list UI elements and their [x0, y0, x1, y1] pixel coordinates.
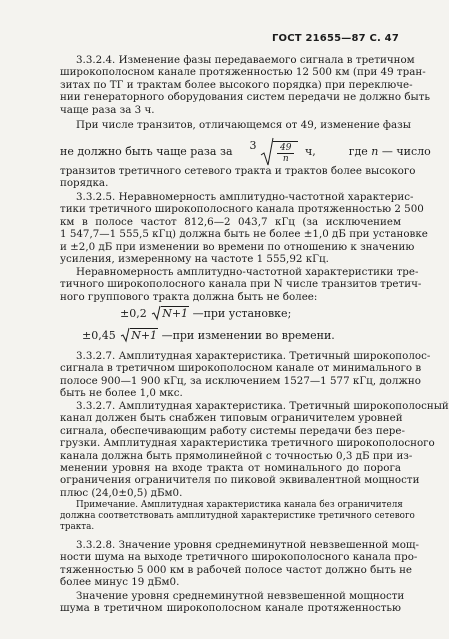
formula-tolerance: ±0,2	[120, 307, 147, 320]
text-line: более минус 19 дБм0.	[60, 576, 180, 589]
paragraph-frequency-response	[60, 266, 422, 303]
fraction-denominator: n	[282, 153, 289, 164]
text-line: ного группового тракта должна быть не более:	[60, 290, 318, 303]
radical	[250, 137, 299, 167]
page-header: ГОСТ 21655—87 С. 47	[271, 33, 399, 44]
paragraph-noise-level	[60, 590, 405, 615]
note-block	[60, 500, 415, 534]
formula-condition: —при установке;	[192, 307, 292, 320]
formula-condition: —при изменении во времени.	[161, 329, 335, 342]
text-line: канал должен быть снабжен типовым ограничителем уровней	[60, 412, 403, 425]
text-line: и ±2,0 дБ при изменении во времени по отношению к значению	[60, 240, 415, 253]
text-line: широкополосном канале протяженностью 12 500 км (при 49 тран-	[60, 66, 426, 79]
text-line: полосе 900—1 900 кГц, за исключением 1527—1 577 кГц, должно	[60, 374, 421, 387]
text-line: Неравномерность амплитудно-частотной характеристики тре-	[76, 266, 419, 278]
formula-where: где	[348, 145, 368, 158]
paragraph-transit-count	[60, 119, 411, 131]
text-line: 3.3.2.7. Амплитудная характеристика. Третичный широкополос-	[76, 350, 431, 362]
text-line: транзитов третичного сетевого тракта и трактов более высокого	[60, 165, 416, 177]
radicand: N+1	[131, 329, 158, 342]
text-line: усиления, измеренному на частоте 1 555,92 кГц.	[60, 253, 329, 266]
phase-formula	[60, 137, 431, 167]
text-line: 1 547,7—1 555,5 кГц) должна быть не более ±1,0 дБ при установке	[60, 228, 428, 241]
radical-sign-icon	[260, 137, 274, 167]
text-line: грузки. Амплитудная характеристика третичного широкополосного	[60, 437, 435, 450]
paragraph-transit-definition	[60, 165, 416, 190]
note-line: тракта.	[60, 522, 95, 533]
text-line: тики третичного широкополосного канала протяженностью 2 500	[60, 203, 424, 216]
text-line: зитах по ТГ и трактам более высокого порядка) при переключе-	[60, 78, 413, 91]
fraction-numerator: 49	[277, 143, 294, 154]
text-line: нии генераторного оборудования систем передачи не должно быть	[60, 91, 431, 104]
formula-over-time	[82, 328, 335, 342]
formula-prefix: не должно быть чаще раза за	[60, 145, 233, 158]
text-line: 3.3.2.4. Изменение фазы передаваемого сигнала в третичном	[76, 54, 415, 66]
note-line: Примечание. Амплитудная характеристика канала без ограничителя	[76, 500, 403, 510]
text-line: сигнала, обеспечивающим работу системы передачи без пере-	[60, 424, 405, 437]
formula-tolerance: ±0,45	[82, 329, 116, 342]
text-line: канала должна быть прямолинейной с точностью 0,3 дБ при из-	[60, 449, 413, 462]
text-line: ности шума на выходе третичного широкополосного канала про-	[60, 551, 418, 564]
text-line: Значение уровня среднеминутной невзвешенной мощности	[76, 590, 405, 602]
text-line: км в полосе частот 812,6—2 043,7 кГц (за исключением	[60, 215, 401, 228]
text-line: сигнала в третичном широкополосном канале от минимального в	[60, 362, 422, 375]
paragraph-3-3-2-7	[60, 400, 449, 499]
text-line: При числе транзитов, отличающемся от 49, изменение фазы	[76, 119, 411, 131]
formula-unit: ч,	[304, 145, 316, 158]
paragraph-3-3-2-5	[60, 191, 428, 266]
fraction	[273, 141, 298, 164]
text-line: менении уровня на входе тракта от номинального до порога	[60, 462, 401, 475]
paragraph-3-3-2-4	[60, 54, 431, 116]
text-line: 3.3.2.8. Значение уровня среднеминутной невзвешенной мощ-	[76, 539, 419, 551]
paragraph-3-3-2-8	[60, 539, 419, 589]
text-line: быть не более 1,0 мкс.	[60, 387, 183, 400]
text-line: 3.3.2.5. Неравномерность амплитудно-частотной характерис-	[76, 191, 414, 203]
text-line: 3.3.2.7. Амплитудная характеристика. Третичный широкополосный	[76, 400, 449, 412]
radical-sign-icon	[152, 306, 161, 320]
radical-sign-icon	[121, 328, 130, 342]
formula-definition: — число	[381, 145, 431, 158]
paragraph-3-3-2-7-overprint	[60, 350, 431, 400]
note-line: должна соответствовать амплитудной характеристике третичного сетевого	[60, 511, 415, 522]
text-line: ограничения ограничителя по пиковой эквивалентной мощности	[60, 474, 420, 487]
text-line: чаще раза за 3 ч.	[60, 103, 155, 116]
root-index: 3	[249, 139, 257, 152]
text-line: плюс (24,0±0,5) дБм0.	[60, 486, 183, 499]
text-line: шума в третичном широкополосном канале протяженностью	[60, 602, 401, 615]
radicand: N+1	[162, 307, 189, 320]
text-line: тичного широкополосного канала при N числе транзитов третич-	[60, 278, 422, 291]
text-line: порядка.	[60, 177, 109, 190]
formula-variable: n	[371, 145, 379, 158]
text-line: тяженностью 5 000 км в рабочей полосе частот должно быть не	[60, 563, 413, 576]
formula-setup	[120, 306, 291, 320]
